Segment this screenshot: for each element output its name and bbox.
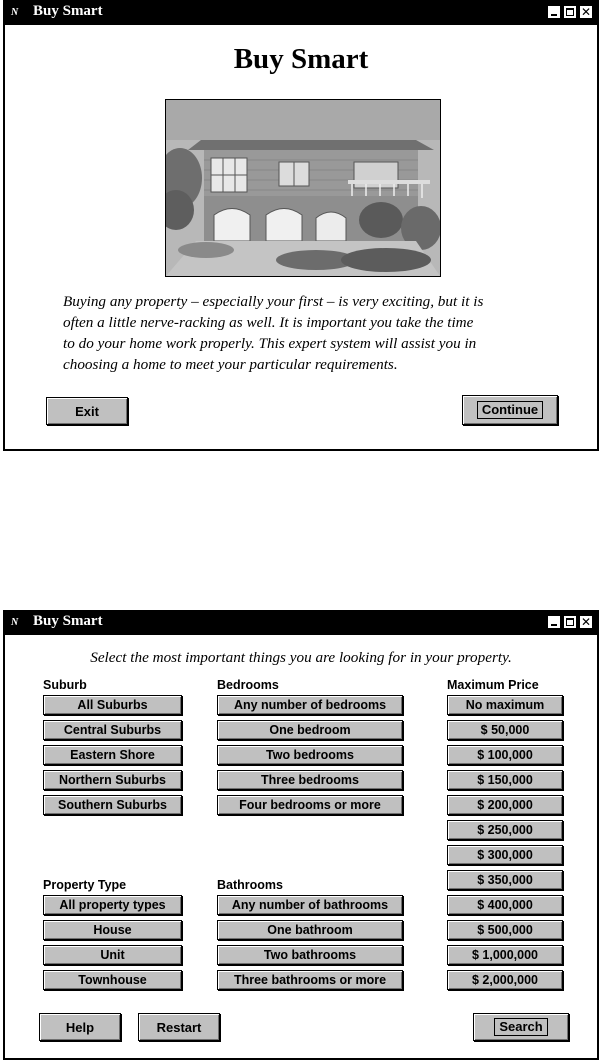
option-label: House [93,923,132,937]
price-option-400000[interactable] [447,895,563,915]
option-label: $ 500,000 [477,923,533,937]
option-label: All property types [59,898,166,912]
option-label: Two bedrooms [266,748,354,762]
option-label: One bedroom [269,723,351,737]
option-label: $ 2,000,000 [471,973,539,987]
search-prompt: Select the most important things you are looking for in your property. [90,649,512,666]
price-option-350000[interactable] [447,870,563,890]
app-logo-icon: N [11,617,19,628]
continue-button-label: Continue [477,401,543,419]
intro-text [63,291,553,375]
option-label: All Suburbs [77,698,148,712]
title-bar[interactable] [5,612,597,634]
option-label: Three bathrooms or more [233,973,387,987]
price-option-150000[interactable] [447,770,563,790]
bedrooms-option-four-plus[interactable] [217,795,403,815]
bathrooms-header: Bathrooms [217,878,283,892]
welcome-content [5,24,597,449]
option-label: No maximum [465,698,545,712]
option-label: $ 150,000 [477,773,533,787]
option-label: $ 400,000 [477,898,533,912]
intro-line: often a little nerve-racking as well. It is important you take the time [63,314,474,331]
welcome-window [3,0,599,451]
price-option-50000[interactable] [447,720,563,740]
option-label: $ 200,000 [477,798,533,812]
search-button-label: Search [494,1018,547,1036]
suburb-option-central[interactable] [43,720,182,740]
price-option-2000000[interactable] [447,970,563,990]
search-window [3,610,599,1060]
suburb-option-all[interactable] [43,695,182,715]
property-type-header: Property Type [43,878,127,892]
option-label: Four bedrooms or more [239,798,381,812]
maximize-icon[interactable] [563,615,577,629]
continue-button[interactable] [462,395,558,425]
bathrooms-option-three-plus[interactable] [217,970,403,990]
option-label: $ 300,000 [477,848,533,862]
price-option-no-max[interactable] [447,695,563,715]
window-title: Buy Smart [33,613,103,629]
bathrooms-option-two[interactable] [217,945,403,965]
price-option-250000[interactable] [447,820,563,840]
intro-line: to do your home work properly. This expert system will assist you in [63,335,477,352]
option-label: Two bathrooms [263,948,357,962]
option-label: Three bedrooms [261,773,359,787]
suburb-option-eastern[interactable] [43,745,182,765]
exit-button[interactable] [46,397,128,425]
app-logo-icon: N [11,7,19,18]
option-label: $ 100,000 [477,748,533,762]
intro-line: Buying any property – especially your first – is very exciting, but it is [63,293,484,310]
bedrooms-option-one[interactable] [217,720,403,740]
window-title: Buy Smart [33,3,103,19]
price-option-200000[interactable] [447,795,563,815]
bedrooms-option-any[interactable] [217,695,403,715]
restart-button-label: Restart [156,1019,202,1035]
option-label: $ 250,000 [477,823,533,837]
option-label: Any number of bedrooms [233,698,387,712]
page-title: Buy Smart [233,43,369,75]
help-button[interactable] [39,1013,121,1041]
option-label: Unit [100,948,125,962]
option-label: Northern Suburbs [59,773,166,787]
exit-button-label: Exit [75,403,99,419]
option-label: Townhouse [78,973,147,987]
property-type-option-townhouse[interactable] [43,970,182,990]
minimize-icon[interactable] [547,5,561,19]
bathrooms-option-any[interactable] [217,895,403,915]
suburb-option-southern[interactable] [43,795,182,815]
help-button-label: Help [65,1019,95,1035]
price-option-100000[interactable] [447,745,563,765]
price-option-500000[interactable] [447,920,563,940]
restart-button[interactable] [138,1013,220,1041]
property-type-option-house[interactable] [43,920,182,940]
price-option-1000000[interactable] [447,945,563,965]
bedrooms-header: Bedrooms [217,678,279,692]
price-header: Maximum Price [447,678,539,692]
bathrooms-option-one[interactable] [217,920,403,940]
title-bar[interactable] [5,2,597,24]
property-type-option-unit[interactable] [43,945,182,965]
option-label: Any number of bathrooms [231,898,389,912]
close-icon[interactable]: ✕ [580,5,592,19]
suburb-option-northern[interactable] [43,770,182,790]
option-label: Southern Suburbs [57,798,168,812]
option-label: $ 50,000 [480,723,530,737]
close-icon[interactable]: ✕ [580,615,592,629]
price-option-300000[interactable] [447,845,563,865]
minimize-icon[interactable] [547,615,561,629]
house-photo [165,99,441,277]
suburb-header: Suburb [43,678,87,692]
option-label: $ 350,000 [477,873,533,887]
option-label: Eastern Shore [70,748,155,762]
option-label: Central Suburbs [63,723,162,737]
intro-line: choosing a home to meet your particular requirements. [63,356,398,373]
search-content [5,634,597,1058]
property-type-option-all[interactable] [43,895,182,915]
option-label: One bathroom [267,923,353,937]
bedrooms-option-three[interactable] [217,770,403,790]
maximize-icon[interactable] [563,5,577,19]
bedrooms-option-two[interactable] [217,745,403,765]
search-button[interactable] [473,1013,569,1041]
option-label: $ 1,000,000 [471,948,539,962]
